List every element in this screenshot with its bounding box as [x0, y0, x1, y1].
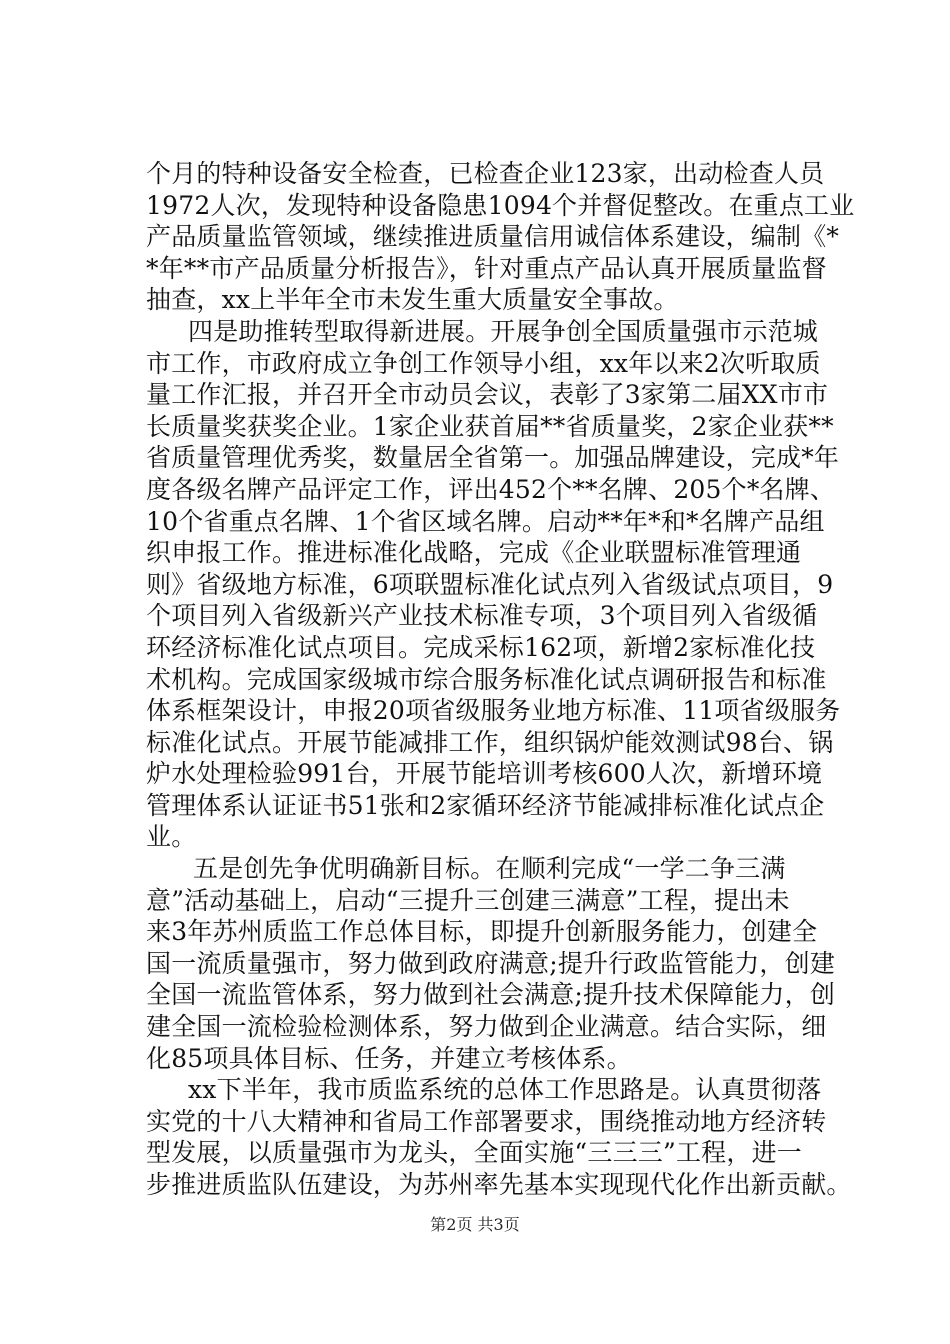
paragraph-four-start: 四是助推转型取得新进展。开展争创全国质量强市示范城	[188, 316, 819, 346]
text-line-21: 管理体系认证证书51张和2家循环经济节能减排标准化试点企	[146, 790, 825, 820]
text-line-2: 1972人次，发现特种设备隐患1094个并督促整改。在重点工业	[146, 190, 855, 220]
text-line-12: 10个省重点名牌、1个省区域名牌。启动**年*和*名牌产品组	[146, 506, 825, 536]
text-line-26: 国一流质量强市，努力做到政府满意;提升行政监管能力，创建	[146, 948, 836, 978]
text-line-9: 长质量奖获奖企业。1家企业获首届**省质量奖，2家企业获**	[146, 411, 834, 441]
text-line-19: 标准化试点。开展节能减排工作，组织锅炉能效测试98台、锅	[146, 727, 834, 757]
text-line-15: 个项目列入省级新兴产业技术标准专项，3个项目列入省级循	[146, 601, 818, 631]
text-line-4: *年**市产品质量分析报告》，针对重点产品认真开展质量监督	[146, 253, 827, 283]
paragraph-five-start: 五是创先争优明确新目标。在顺利完成“一学二争三满	[193, 854, 786, 884]
text-line-8: 量工作汇报，并召开全市动员会议，表彰了3家第二届XX市市	[146, 380, 829, 410]
text-line-32: 型发展，以质量强市为龙头，全面实施“三三三”工程，进一	[146, 1138, 802, 1168]
text-line-14: 则》省级地方标准，6项联盟标准化试点列入省级试点项目，9	[146, 569, 834, 599]
text-line-33: 步推进质监队伍建设，为苏州率先基本实现现代化作出新贡献。	[146, 1170, 852, 1199]
text-line-17: 术机构。完成国家级城市综合服务标准化试点调研报告和标准	[146, 664, 827, 694]
page-footer: 第2页 共3页	[430, 1215, 520, 1234]
text-line-5: 抽查，xx上半年全市未发生重大质量安全事故。	[146, 285, 679, 315]
text-line-10: 省质量管理优秀奖，数量居全省第一。加强品牌建设，完成*年	[146, 443, 840, 473]
document-body	[146, 158, 856, 1201]
text-line-13: 织申报工作。推进标准化战略，完成《企业联盟标准管理通	[146, 538, 802, 568]
text-line-28: 建全国一流检验检测体系，努力做到企业满意。结合实际，细	[146, 1012, 827, 1042]
text-line-22: 业。	[146, 822, 197, 852]
text-line-20: 炉水处理检验991台，开展节能培训考核600人次，新增环境	[146, 759, 823, 789]
text-line-7: 市工作，市政府成立争创工作领导小组，xx年以来2次听取质	[146, 348, 821, 378]
text-line-25: 来3年苏州质监工作总体目标，即提升创新服务能力，创建全	[146, 917, 818, 947]
text-line-24: 意”活动基础上，启动“三提升三创建三满意”工程，提出未	[146, 885, 790, 915]
text-line-1: 个月的特种设备安全检查，已检查企业123家，出动检查人员	[146, 159, 825, 188]
text-line-16: 环经济标准化试点项目。完成采标162项，新增2家标准化技	[146, 632, 816, 662]
text-line-29: 化85项具体目标、任务，并建立考核体系。	[146, 1043, 632, 1073]
text-line-3: 产品质量监管领域，继续推进质量信用诚信体系建设，编制《*	[146, 222, 840, 252]
text-line-18: 体系框架设计，申报20项省级服务业地方标准、11项省级服务	[146, 696, 841, 726]
text-line-27: 全国一流监管体系，努力做到社会满意;提升技术保障能力，创	[146, 980, 836, 1010]
paragraph-six-start: xx下半年，我市质监系统的总体工作思路是。认真贯彻落	[188, 1075, 822, 1105]
text-line-31: 实党的十八大精神和省局工作部署要求，围绕推动地方经济转	[146, 1106, 827, 1136]
text-line-11: 度各级名牌产品评定工作，评出452个**名牌、205个*名牌、	[146, 474, 836, 504]
